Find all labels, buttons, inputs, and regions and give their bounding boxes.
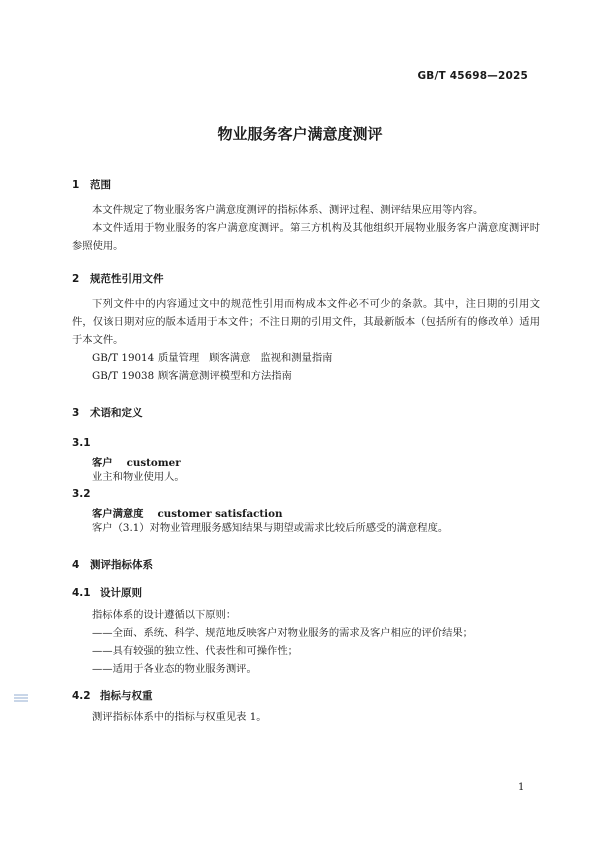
subsection-4-2-paragraph: 测评指标体系中的指标与权重见表 1。 xyxy=(92,711,267,723)
list-item: ——适用于各业态的物业服务测评。 xyxy=(92,663,257,675)
reference-code: GB/T 19014 xyxy=(92,352,155,364)
section-4-heading xyxy=(72,557,153,572)
watermark-mark xyxy=(14,688,28,698)
term-zh: 客户 xyxy=(92,457,113,469)
subsection-title: 指标与权重 xyxy=(100,690,153,702)
section-title: 术语和定义 xyxy=(90,407,143,419)
section-number: 1 xyxy=(72,179,80,191)
term-entry xyxy=(92,505,282,520)
section-1-paragraph-2: 本文件适用于物业服务的客户满意度测评。第三方机构及其他组织开展物业服务客户满意度测评时参照使用。 xyxy=(72,222,540,252)
reference-title-part: 质量管理 xyxy=(158,352,200,364)
principles-intro: 指标体系的设计遵循以下原则： xyxy=(92,609,237,621)
reference-title: 顾客满意测评模型和方法指南 xyxy=(158,370,292,382)
subsection-number: 4.2 xyxy=(72,690,91,702)
section-title: 测评指标体系 xyxy=(90,559,153,571)
term-en: customer satisfaction xyxy=(157,508,283,520)
section-number: 3 xyxy=(72,407,80,419)
section-number: 4 xyxy=(72,559,80,571)
section-number: 2 xyxy=(72,273,80,285)
section-title: 规范性引用文件 xyxy=(90,273,164,285)
subsection-title: 设计原则 xyxy=(100,587,142,599)
term-definition: 客户（3.1）对物业管理服务感知结果与期望或需求比较后所感受的满意程度。 xyxy=(92,522,449,534)
list-item: ——具有较强的独立性、代表性和可操作性； xyxy=(92,645,298,657)
reference-title-part: 监视和测量指南 xyxy=(260,352,333,364)
subsection-number: 4.1 xyxy=(72,587,91,599)
term-number: 3.2 xyxy=(72,488,91,500)
section-2-paragraph-1: 下列文件中的内容通过文中的规范性引用而构成本文件必不可少的条款。其中，注日期的引用文件，仅该日期对应的版本适用于本文件；不注日期的引用文件，其最新版本（包括所有的修改单）适用于本文件。 xyxy=(72,298,540,346)
list-item: ——全面、系统、科学、规范地反映客户对物业服务的需求及客户相应的评价结果； xyxy=(92,627,473,639)
reference-item xyxy=(92,367,292,385)
subsection-4-2-heading xyxy=(72,688,153,703)
section-1-paragraph-1: 本文件规定了物业服务客户满意度测评的指标体系、测评过程、测评结果应用等内容。 xyxy=(92,204,484,216)
term-definition: 业主和物业使用人。 xyxy=(92,471,185,483)
term-entry xyxy=(92,454,181,469)
document-title: 物业服务客户满意度测评 xyxy=(217,125,383,143)
term-number: 3.1 xyxy=(72,437,91,449)
subsection-4-1-heading xyxy=(72,585,142,600)
term-en: customer xyxy=(126,457,181,469)
reference-item xyxy=(92,349,332,367)
term-zh: 客户满意度 xyxy=(92,508,144,520)
reference-code: GB/T 19038 xyxy=(92,370,155,382)
section-2-heading xyxy=(72,271,164,286)
section-3-heading xyxy=(72,405,143,420)
section-1-heading xyxy=(72,177,111,192)
page-number: 1 xyxy=(518,782,525,793)
standard-code: GB/T 45698—2025 xyxy=(417,70,528,82)
section-title: 范围 xyxy=(90,179,111,191)
reference-title-part: 顾客满意 xyxy=(209,352,251,364)
